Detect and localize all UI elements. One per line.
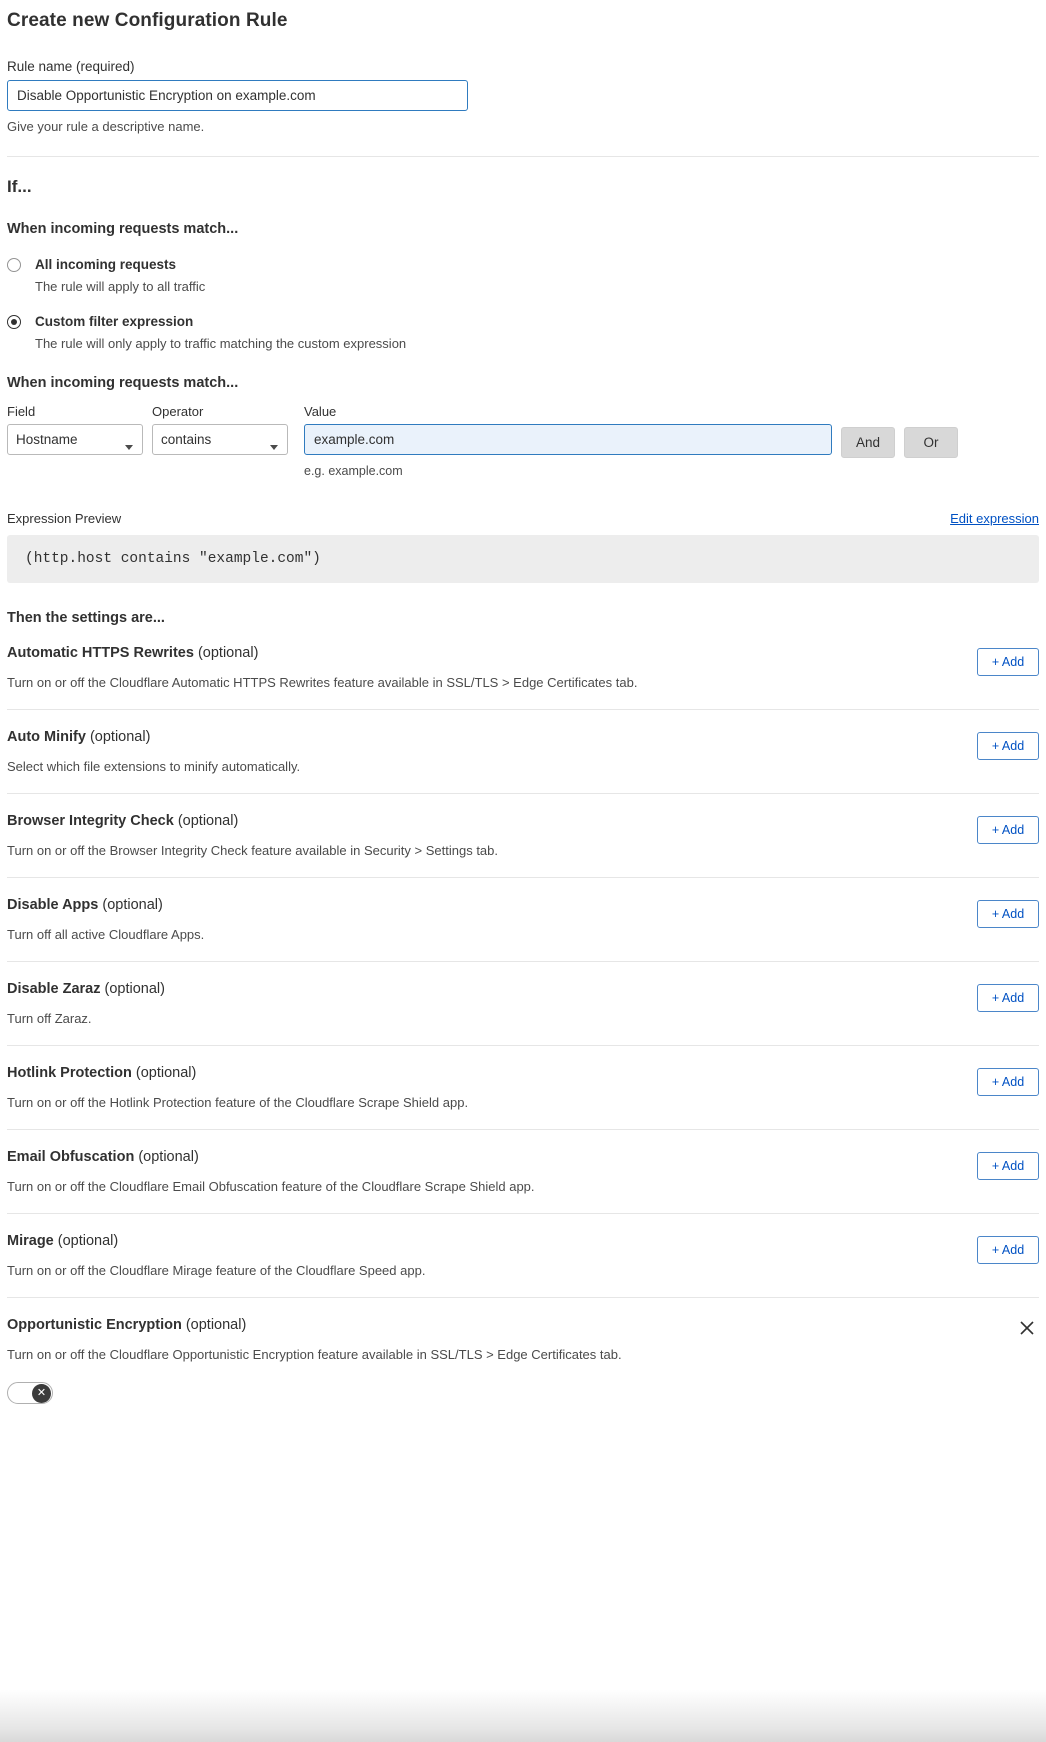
radio-icon-custom-filter[interactable]: [7, 315, 21, 329]
setting-title: [7, 813, 1039, 829]
radio-desc-all-requests: The rule will apply to all traffic: [35, 279, 206, 294]
setting-row-active: [7, 1298, 1039, 1428]
setting-title: [7, 897, 1039, 913]
or-button-column: [904, 404, 958, 458]
setting-description: Turn on or off the Browser Integrity Check feature available in Security > Settings tab.: [7, 843, 499, 858]
add-setting-button[interactable]: + Add: [977, 816, 1039, 844]
setting-row: [7, 878, 1039, 962]
operator-column: [152, 404, 288, 455]
setting-name-text: Mirage: [7, 1233, 54, 1249]
expression-builder-row: [7, 404, 1039, 478]
toggle-wrap: [7, 1382, 1039, 1409]
radio-label-custom-filter: Custom filter expression: [35, 314, 194, 329]
setting-name-text: Disable Zaraz: [7, 981, 101, 997]
then-heading: Then the settings are...: [7, 610, 165, 626]
setting-description: Turn on or off the Cloudflare Opportunistic Encryption feature available in SSL/TLS > Edge Certificates tab.: [7, 1347, 622, 1362]
opportunistic-encryption-toggle[interactable]: [7, 1382, 53, 1404]
setting-row: [7, 710, 1039, 794]
setting-row: [7, 626, 1039, 710]
operator-select[interactable]: [152, 424, 288, 455]
setting-optional-text: (optional): [135, 1065, 197, 1081]
setting-description: Turn on or off the Cloudflare Mirage feature of the Cloudflare Speed app.: [7, 1263, 426, 1278]
setting-optional-text: (optional): [104, 981, 165, 997]
setting-description: Turn on or off the Cloudflare Email Obfuscation feature of the Cloudflare Scrape Shield app.: [7, 1179, 535, 1194]
expression-preview-header: [7, 511, 1039, 526]
setting-name-text: Hotlink Protection: [7, 1065, 132, 1081]
setting-optional-text: (optional): [89, 729, 151, 745]
rule-name-input[interactable]: [7, 80, 468, 111]
setting-title: [7, 1233, 1039, 1249]
field-column: [7, 404, 143, 455]
setting-row: [7, 1046, 1039, 1130]
page-title: Create new Configuration Rule: [7, 10, 288, 31]
add-setting-button[interactable]: + Add: [977, 900, 1039, 928]
value-column: [304, 404, 832, 478]
setting-title: [7, 645, 1039, 661]
setting-title: [7, 1149, 1039, 1165]
field-label: Field: [7, 404, 36, 419]
or-button[interactable]: Or: [904, 427, 958, 458]
radio-option-custom-filter[interactable]: [7, 313, 1039, 351]
radio-label-all-requests: All incoming requests: [35, 257, 177, 272]
setting-row: [7, 962, 1039, 1046]
edit-expression-link[interactable]: Edit expression: [950, 511, 1039, 526]
setting-description: Turn on or off the Hotlink Protection feature of the Cloudflare Scrape Shield app.: [7, 1095, 469, 1110]
configuration-rule-page: [0, 5, 1046, 1742]
setting-name-text: Opportunistic Encryption: [7, 1317, 182, 1333]
add-setting-button[interactable]: + Add: [977, 984, 1039, 1012]
field-select[interactable]: [7, 424, 143, 455]
setting-title: [7, 981, 1039, 997]
setting-optional-text: (optional): [185, 1317, 247, 1333]
setting-row: [7, 1130, 1039, 1214]
close-icon[interactable]: [1017, 1318, 1037, 1338]
setting-name-text: Automatic HTTPS Rewrites: [7, 645, 194, 661]
if-heading: If...: [7, 177, 32, 196]
operator-label: Operator: [152, 404, 204, 419]
add-setting-button[interactable]: + Add: [977, 732, 1039, 760]
add-setting-button[interactable]: + Add: [977, 648, 1039, 676]
value-input[interactable]: [304, 424, 832, 455]
divider: [7, 156, 1039, 157]
bottom-fade-overlay: [0, 1690, 1046, 1742]
setting-description: Select which file extensions to minify automatically.: [7, 759, 301, 774]
setting-name-text: Browser Integrity Check: [7, 813, 174, 829]
expression-preview-text: (http.host contains "example.com"): [7, 535, 1039, 583]
setting-name-text: Auto Minify: [7, 729, 86, 745]
setting-optional-text: (optional): [197, 645, 259, 661]
value-hint: e.g. example.com: [304, 464, 403, 478]
match-heading: When incoming requests match...: [7, 221, 239, 237]
operator-select-wrap[interactable]: [152, 431, 288, 448]
setting-description: Turn off all active Cloudflare Apps.: [7, 927, 205, 942]
setting-optional-text: (optional): [177, 813, 239, 829]
radio-option-all-requests[interactable]: [7, 256, 1039, 294]
add-setting-button[interactable]: + Add: [977, 1152, 1039, 1180]
setting-title: [7, 729, 1039, 745]
toggle-knob-glyph: ✕: [32, 1384, 51, 1403]
add-setting-button[interactable]: + Add: [977, 1236, 1039, 1264]
add-setting-button[interactable]: + Add: [977, 1068, 1039, 1096]
setting-row: [7, 794, 1039, 878]
radio-desc-custom-filter: The rule will only apply to traffic matching the custom expression: [35, 336, 407, 351]
setting-optional-text: (optional): [102, 897, 163, 913]
rule-name-helper: Give your rule a descriptive name.: [7, 119, 205, 134]
expression-preview-label: Expression Preview: [7, 511, 122, 526]
builder-heading: When incoming requests match...: [7, 375, 239, 391]
setting-description: Turn off Zaraz.: [7, 1011, 92, 1026]
setting-description: Turn on or off the Cloudflare Automatic HTTPS Rewrites feature available in SSL/TLS > Edge Certificates tab.: [7, 675, 638, 690]
field-select-wrap[interactable]: [7, 431, 143, 448]
rule-name-label: Rule name (required): [7, 59, 135, 74]
radio-icon-all-requests[interactable]: [7, 258, 21, 272]
setting-name-text: Email Obfuscation: [7, 1149, 135, 1165]
setting-row: [7, 1214, 1039, 1298]
setting-optional-text: (optional): [57, 1233, 119, 1249]
setting-title: [7, 1065, 1039, 1081]
and-button-column: [841, 404, 895, 458]
setting-name-text: Disable Apps: [7, 897, 99, 913]
and-button[interactable]: And: [841, 427, 895, 458]
setting-title: [7, 1317, 1039, 1333]
value-label: Value: [304, 404, 337, 419]
setting-optional-text: (optional): [138, 1149, 199, 1165]
